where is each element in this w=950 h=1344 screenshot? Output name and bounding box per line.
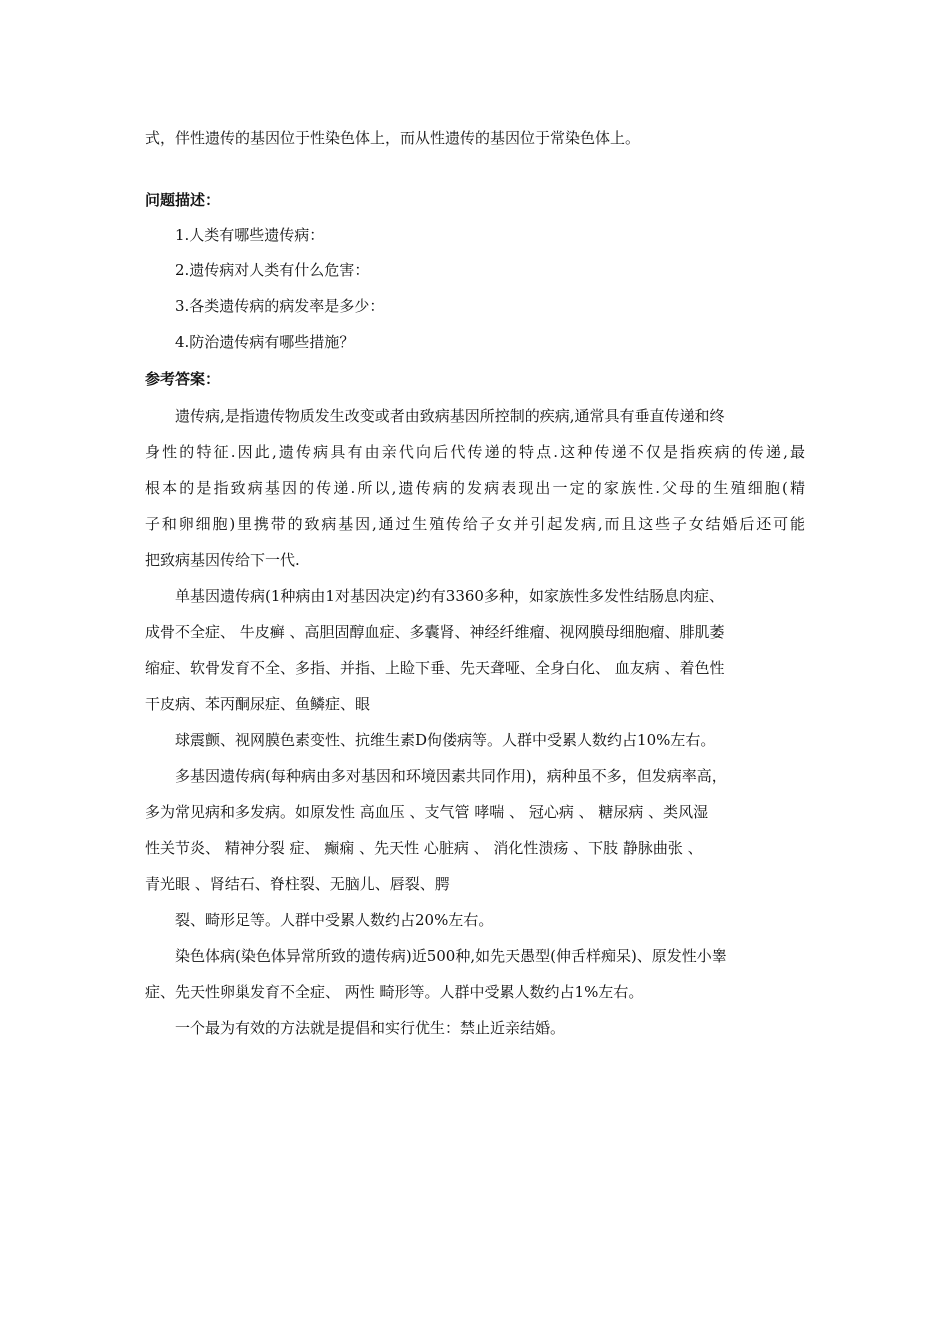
answer-line: 单基因遗传病(1种病由1对基因决定)约有3360多种，如家族性多发性结肠息肉症、 — [175, 587, 724, 605]
answer-line: 身性的特征.因此,遗传病具有由亲代向后代传递的特点.这种传递不仅是指疾病的传递,最 — [145, 443, 805, 461]
answer-line: 子和卵细胞)里携带的致病基因,通过生殖传给子女并引起发病,而且这些子女结婚后还可能 — [145, 515, 805, 533]
answer-line: 球震颤、视网膜色素变性、抗维生素D佝偻病等。人群中受累人数约占10%左右。 — [175, 731, 716, 749]
answer-line: 症、先天性卵巢发育不全症、 两性 畸形等。人群中受累人数约占1%左右。 — [145, 983, 644, 1001]
answer-line: 多基因遗传病(每种病由多对基因和环境因素共同作用)，病种虽不多，但发病率高， — [175, 767, 727, 785]
question-item-1: 1.人类有哪些遗传病： — [175, 226, 325, 244]
answer-line: 干皮病、苯丙酮尿症、鱼鳞症、眼 — [145, 695, 371, 713]
intro-line: 式，伴性遗传的基因位于性染色体上，而从性遗传的基因位于常染色体上。 — [145, 129, 641, 147]
question-heading: 问题描述： — [145, 191, 221, 209]
answer-line: 缩症、软骨发育不全、多指、并指、上睑下垂、先天聋哑、全身白化、 血友病 、着色性 — [145, 659, 725, 677]
answer-line: 成骨不全症、 牛皮癣 、高胆固醇血症、多囊肾、神经纤维瘤、视网膜母细胞瘤、腓肌萎 — [145, 623, 725, 641]
answer-line: 性关节炎、 精神分裂 症、 癫痫 、先天性 心脏病 、 消化性溃疡 、下肢 静脉曲张 、 — [145, 839, 703, 857]
question-item-2: 2.遗传病对人类有什么危害： — [175, 261, 370, 279]
answer-line: 根本的是指致病基因的传递.所以,遗传病的发病表现出一定的家族性.父母的生殖细胞(精 — [145, 479, 805, 497]
answer-line: 一个最为有效的方法就是提倡和实行优生：禁止近亲结婚。 — [175, 1019, 566, 1037]
question-item-4: 4.防治遗传病有哪些措施？ — [175, 333, 355, 351]
answer-line: 多为常见病和多发病。如原发性 高血压 、支气管 哮喘 、 冠心病 、 糖尿病 、类风湿 — [145, 803, 709, 821]
answer-line: 遗传病,是指遗传物质发生改变或者由致病基因所控制的疾病,通常具有垂直传递和终 — [175, 407, 725, 425]
answer-line: 染色体病(染色体异常所致的遗传病)近500种,如先天愚型(伸舌样痴呆)、原发性小睾 — [175, 947, 727, 965]
answer-line: 裂、畸形足等。人群中受累人数约占20%左右。 — [175, 911, 494, 929]
answer-line: 把致病基因传给下一代. — [145, 551, 300, 569]
answer-heading: 参考答案： — [145, 370, 221, 388]
question-item-3: 3.各类遗传病的病发率是多少： — [175, 297, 385, 315]
answer-line: 青光眼 、肾结石、脊柱裂、无脑儿、唇裂、腭 — [145, 875, 450, 893]
